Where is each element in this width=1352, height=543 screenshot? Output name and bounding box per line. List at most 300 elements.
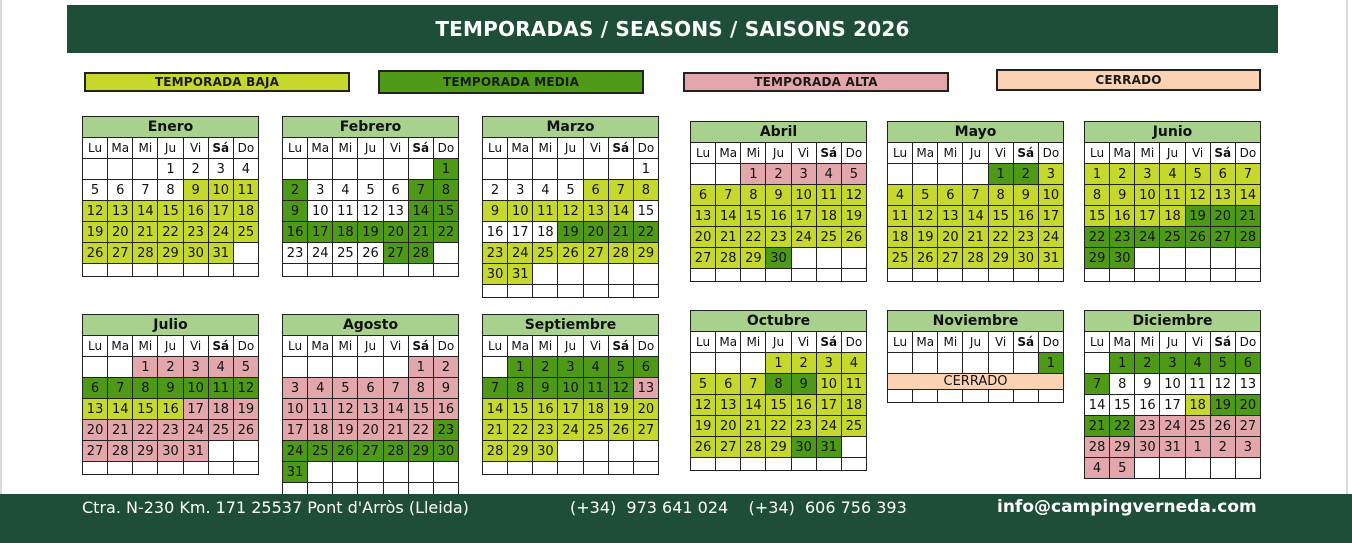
weekday-label: Lu xyxy=(888,332,913,353)
day-cell xyxy=(558,159,583,180)
day-cell: 17 xyxy=(283,420,308,441)
day-cell: 18 xyxy=(583,399,608,420)
weekday-label: Vi xyxy=(183,138,208,159)
weekday-label: Sá xyxy=(408,138,433,159)
day-cell xyxy=(383,357,408,378)
day-cell: 17 xyxy=(1160,395,1185,416)
day-cell: 30 xyxy=(183,243,208,264)
month-title: Diciembre xyxy=(1085,311,1261,332)
day-cell: 13 xyxy=(1210,185,1235,206)
weekday-label: Ju xyxy=(766,332,791,353)
weekday-label: Ma xyxy=(913,143,938,164)
day-cell xyxy=(841,248,866,269)
weekday-label: Do xyxy=(1235,143,1260,164)
day-cell: 20 xyxy=(716,416,741,437)
day-cell: 30 xyxy=(483,264,508,285)
legend-mid-season: TEMPORADA MEDIA xyxy=(378,70,644,94)
day-cell: 13 xyxy=(938,206,963,227)
day-cell: 12 xyxy=(1210,374,1235,395)
day-cell: 15 xyxy=(1085,206,1110,227)
day-cell xyxy=(108,159,133,180)
day-cell: 20 xyxy=(83,420,108,441)
day-cell xyxy=(483,357,508,378)
day-cell: 12 xyxy=(233,378,258,399)
day-cell: 12 xyxy=(1185,185,1210,206)
day-cell xyxy=(158,264,183,277)
weekday-label: Lu xyxy=(483,138,508,159)
day-cell: 9 xyxy=(766,185,791,206)
day-cell: 11 xyxy=(208,378,233,399)
day-cell: 28 xyxy=(1085,437,1110,458)
day-cell xyxy=(1235,248,1260,269)
day-cell: 1 xyxy=(508,357,533,378)
day-cell: 1 xyxy=(433,159,458,180)
day-cell: 9 xyxy=(791,374,816,395)
day-cell: 29 xyxy=(158,243,183,264)
day-cell: 1 xyxy=(1085,164,1110,185)
weekday-label: Mi xyxy=(938,143,963,164)
footer-email[interactable]: info@campingverneda.com xyxy=(997,497,1257,517)
day-cell: 22 xyxy=(508,420,533,441)
day-cell xyxy=(108,264,133,277)
day-cell xyxy=(483,285,508,298)
day-cell xyxy=(233,462,258,475)
day-cell: 19 xyxy=(691,416,716,437)
day-cell: 14 xyxy=(483,399,508,420)
day-cell: 28 xyxy=(408,243,433,264)
day-cell: 29 xyxy=(133,441,158,462)
day-cell: 20 xyxy=(358,420,383,441)
page-left-border xyxy=(0,0,2,543)
day-cell: 6 xyxy=(583,180,608,201)
day-cell: 14 xyxy=(1085,395,1110,416)
day-cell: 16 xyxy=(483,222,508,243)
month-title: Enero xyxy=(83,117,259,138)
day-cell: 12 xyxy=(558,201,583,222)
day-cell: 16 xyxy=(1013,206,1038,227)
day-cell: 27 xyxy=(1235,416,1260,437)
day-cell xyxy=(741,353,766,374)
day-cell: 3 xyxy=(1135,164,1160,185)
day-cell xyxy=(208,264,233,277)
day-cell: 18 xyxy=(1185,395,1210,416)
day-cell: 8 xyxy=(133,378,158,399)
day-cell: 11 xyxy=(1185,374,1210,395)
day-cell xyxy=(233,243,258,264)
day-cell: 9 xyxy=(483,201,508,222)
day-cell xyxy=(308,159,333,180)
day-cell: 23 xyxy=(1110,227,1135,248)
day-cell: 4 xyxy=(888,185,913,206)
weekday-label: Ju xyxy=(1160,143,1185,164)
day-cell xyxy=(1185,248,1210,269)
day-cell: 28 xyxy=(483,441,508,462)
day-cell: 18 xyxy=(816,206,841,227)
weekday-label: Ju xyxy=(1160,332,1185,353)
day-cell: 24 xyxy=(791,227,816,248)
day-cell: 29 xyxy=(508,441,533,462)
day-cell: 1 xyxy=(1110,353,1135,374)
day-cell: 26 xyxy=(1185,227,1210,248)
month-title: Septiembre xyxy=(483,315,659,336)
day-cell xyxy=(988,269,1013,282)
day-cell xyxy=(1085,269,1110,282)
day-cell: 3 xyxy=(816,353,841,374)
day-cell: 7 xyxy=(741,374,766,395)
weekday-label: Sá xyxy=(816,143,841,164)
day-cell xyxy=(1185,269,1210,282)
day-cell: 9 xyxy=(1135,374,1160,395)
day-cell: 10 xyxy=(208,180,233,201)
day-cell: 30 xyxy=(1110,248,1135,269)
day-cell: 26 xyxy=(691,437,716,458)
day-cell xyxy=(913,353,938,374)
day-cell: 3 xyxy=(791,164,816,185)
day-cell: 15 xyxy=(158,201,183,222)
weekday-label: Ma xyxy=(716,143,741,164)
day-cell xyxy=(1210,458,1235,479)
day-cell: 15 xyxy=(988,206,1013,227)
day-cell: 19 xyxy=(358,222,383,243)
day-cell: 3 xyxy=(558,357,583,378)
weekday-label: Mi xyxy=(533,336,558,357)
day-cell xyxy=(508,462,533,475)
day-cell: 10 xyxy=(1135,185,1160,206)
day-cell: 20 xyxy=(1210,206,1235,227)
day-cell: 10 xyxy=(183,378,208,399)
day-cell: 14 xyxy=(963,206,988,227)
weekday-label: Lu xyxy=(691,143,716,164)
day-cell: 31 xyxy=(183,441,208,462)
day-cell xyxy=(988,353,1013,374)
day-cell xyxy=(133,264,158,277)
day-cell: 26 xyxy=(608,420,633,441)
month-calendar-julio xyxy=(82,314,259,475)
footer-phones: (+34) 973 641 024 (+34) 606 756 393 xyxy=(570,498,907,517)
day-cell xyxy=(333,264,358,277)
day-cell xyxy=(841,269,866,282)
day-cell: 9 xyxy=(183,180,208,201)
day-cell xyxy=(83,159,108,180)
day-cell: 17 xyxy=(1135,206,1160,227)
day-cell: 23 xyxy=(791,416,816,437)
day-cell: 15 xyxy=(133,399,158,420)
day-cell: 17 xyxy=(791,206,816,227)
day-cell: 20 xyxy=(108,222,133,243)
day-cell xyxy=(766,269,791,282)
weekday-label: Mi xyxy=(1135,143,1160,164)
day-cell: 24 xyxy=(1135,227,1160,248)
day-cell xyxy=(1160,248,1185,269)
day-cell: 28 xyxy=(608,243,633,264)
day-cell xyxy=(1110,269,1135,282)
day-cell: 28 xyxy=(1235,227,1260,248)
day-cell: 5 xyxy=(608,357,633,378)
day-cell xyxy=(1135,248,1160,269)
day-cell: 2 xyxy=(533,357,558,378)
day-cell xyxy=(816,269,841,282)
day-cell: 15 xyxy=(766,395,791,416)
day-cell: 22 xyxy=(1110,416,1135,437)
day-cell xyxy=(483,159,508,180)
day-cell: 5 xyxy=(1110,458,1135,479)
weekday-label: Do xyxy=(633,138,658,159)
day-cell: 26 xyxy=(841,227,866,248)
day-cell: 16 xyxy=(1110,206,1135,227)
day-cell xyxy=(1235,458,1260,479)
day-cell: 26 xyxy=(233,420,258,441)
weekday-label: Do xyxy=(1235,332,1260,353)
day-cell xyxy=(433,243,458,264)
weekday-label: Ma xyxy=(508,336,533,357)
day-cell: 30 xyxy=(158,441,183,462)
day-cell: 7 xyxy=(608,180,633,201)
day-cell: 22 xyxy=(766,416,791,437)
day-cell: 2 xyxy=(183,159,208,180)
day-cell: 3 xyxy=(508,180,533,201)
day-cell xyxy=(383,264,408,277)
day-cell: 12 xyxy=(913,206,938,227)
weekday-label: Vi xyxy=(583,138,608,159)
day-cell: 14 xyxy=(408,201,433,222)
day-cell: 31 xyxy=(816,437,841,458)
day-cell: 2 xyxy=(1135,353,1160,374)
month-calendar-abril xyxy=(690,121,867,282)
day-cell: 23 xyxy=(1013,227,1038,248)
day-cell xyxy=(888,164,913,185)
day-cell: 17 xyxy=(816,395,841,416)
footer-address: Ctra. N-230 Km. 171 25537 Pont d'Arròs (Lleida) xyxy=(82,498,469,517)
day-cell: 26 xyxy=(83,243,108,264)
day-cell: 26 xyxy=(333,441,358,462)
month-calendar-noviembre xyxy=(887,310,1064,403)
day-cell: 19 xyxy=(558,222,583,243)
weekday-label: Sá xyxy=(1013,143,1038,164)
day-cell: 18 xyxy=(233,201,258,222)
day-cell: 15 xyxy=(741,206,766,227)
day-cell: 28 xyxy=(108,441,133,462)
day-cell xyxy=(716,353,741,374)
day-cell xyxy=(433,264,458,277)
weekday-label: Ju xyxy=(358,138,383,159)
day-cell: 28 xyxy=(963,248,988,269)
weekday-label: Lu xyxy=(483,336,508,357)
weekday-label: Sá xyxy=(1013,332,1038,353)
day-cell: 23 xyxy=(283,243,308,264)
day-cell xyxy=(633,264,658,285)
day-cell: 5 xyxy=(558,180,583,201)
day-cell: 22 xyxy=(741,227,766,248)
month-calendar-mayo xyxy=(887,121,1064,282)
day-cell: 4 xyxy=(1185,353,1210,374)
page-title: TEMPORADAS / SEASONS / SAISONS 2026 xyxy=(67,5,1278,53)
day-cell: 12 xyxy=(333,399,358,420)
day-cell: 14 xyxy=(133,201,158,222)
day-cell xyxy=(1210,248,1235,269)
weekday-label: Sá xyxy=(816,332,841,353)
weekday-label: Do xyxy=(433,336,458,357)
weekday-label: Sá xyxy=(1210,143,1235,164)
day-cell xyxy=(938,353,963,374)
day-cell xyxy=(533,462,558,475)
day-cell: 25 xyxy=(333,243,358,264)
day-cell: 2 xyxy=(158,357,183,378)
day-cell: 24 xyxy=(558,420,583,441)
day-cell: 1 xyxy=(158,159,183,180)
day-cell xyxy=(333,159,358,180)
weekday-label: Lu xyxy=(83,138,108,159)
day-cell xyxy=(791,458,816,471)
day-cell: 10 xyxy=(1160,374,1185,395)
day-cell xyxy=(691,269,716,282)
day-cell: 24 xyxy=(183,420,208,441)
day-cell: 23 xyxy=(1135,416,1160,437)
day-cell: 7 xyxy=(1085,374,1110,395)
day-cell: 22 xyxy=(158,222,183,243)
month-title: Octubre xyxy=(691,311,867,332)
day-cell xyxy=(633,441,658,462)
day-cell: 7 xyxy=(133,180,158,201)
day-cell: 13 xyxy=(358,399,383,420)
day-cell: 23 xyxy=(533,420,558,441)
day-cell: 27 xyxy=(583,243,608,264)
day-cell: 24 xyxy=(816,416,841,437)
day-cell: 6 xyxy=(358,378,383,399)
day-cell: 29 xyxy=(766,437,791,458)
day-cell: 5 xyxy=(233,357,258,378)
day-cell: 21 xyxy=(483,420,508,441)
day-cell xyxy=(938,164,963,185)
day-cell: 24 xyxy=(1038,227,1063,248)
day-cell xyxy=(133,159,158,180)
day-cell: 16 xyxy=(158,399,183,420)
day-cell: 12 xyxy=(83,201,108,222)
day-cell: 2 xyxy=(1013,164,1038,185)
day-cell: 6 xyxy=(633,357,658,378)
day-cell xyxy=(308,357,333,378)
day-cell: 22 xyxy=(433,222,458,243)
day-cell: 14 xyxy=(716,206,741,227)
day-cell: 7 xyxy=(408,180,433,201)
day-cell: 2 xyxy=(283,180,308,201)
day-cell: 23 xyxy=(158,420,183,441)
day-cell xyxy=(963,390,988,403)
day-cell: 30 xyxy=(791,437,816,458)
day-cell: 18 xyxy=(888,227,913,248)
day-cell: 17 xyxy=(208,201,233,222)
month-calendar-enero xyxy=(82,116,259,277)
day-cell: 30 xyxy=(533,441,558,462)
day-cell: 26 xyxy=(358,243,383,264)
weekday-label: Vi xyxy=(1185,143,1210,164)
day-cell: 9 xyxy=(1013,185,1038,206)
day-cell: 10 xyxy=(816,374,841,395)
day-cell: 8 xyxy=(988,185,1013,206)
day-cell: 13 xyxy=(583,201,608,222)
month-title: Febrero xyxy=(283,117,459,138)
day-cell: 11 xyxy=(308,399,333,420)
day-cell: 18 xyxy=(533,222,558,243)
day-cell: 30 xyxy=(1135,437,1160,458)
day-cell: 19 xyxy=(913,227,938,248)
weekday-label: Ju xyxy=(158,138,183,159)
weekday-label: Ma xyxy=(108,138,133,159)
day-cell xyxy=(816,458,841,471)
day-cell: 13 xyxy=(108,201,133,222)
day-cell: 15 xyxy=(508,399,533,420)
weekday-label: Ma xyxy=(308,138,333,159)
day-cell xyxy=(816,248,841,269)
day-cell: 27 xyxy=(358,441,383,462)
day-cell: 13 xyxy=(83,399,108,420)
day-cell: 3 xyxy=(1038,164,1063,185)
weekday-label: Vi xyxy=(988,332,1013,353)
day-cell: 27 xyxy=(383,243,408,264)
day-cell: 4 xyxy=(333,180,358,201)
day-cell xyxy=(483,462,508,475)
day-cell: 14 xyxy=(1235,185,1260,206)
day-cell: 10 xyxy=(308,201,333,222)
day-cell xyxy=(208,462,233,475)
day-cell: 27 xyxy=(691,248,716,269)
day-cell: 7 xyxy=(483,378,508,399)
day-cell: 13 xyxy=(1235,374,1260,395)
day-cell: 2 xyxy=(433,357,458,378)
day-cell: 4 xyxy=(1085,458,1110,479)
day-cell xyxy=(633,462,658,475)
legend-closed: CERRADO xyxy=(996,69,1261,91)
day-cell: 12 xyxy=(608,378,633,399)
day-cell: 10 xyxy=(508,201,533,222)
day-cell: 9 xyxy=(283,201,308,222)
weekday-label: Lu xyxy=(283,138,308,159)
day-cell xyxy=(583,462,608,475)
day-cell xyxy=(408,462,433,483)
day-cell: 25 xyxy=(1160,227,1185,248)
footer xyxy=(0,494,1352,543)
weekday-label: Ju xyxy=(963,143,988,164)
day-cell: 1 xyxy=(988,164,1013,185)
day-cell: 4 xyxy=(533,180,558,201)
day-cell: 22 xyxy=(133,420,158,441)
weekday-label: Vi xyxy=(791,143,816,164)
day-cell: 10 xyxy=(558,378,583,399)
day-cell: 27 xyxy=(938,248,963,269)
weekday-label: Lu xyxy=(691,332,716,353)
day-cell: 14 xyxy=(741,395,766,416)
day-cell xyxy=(691,458,716,471)
weekday-label: Lu xyxy=(888,143,913,164)
day-cell: 11 xyxy=(841,374,866,395)
weekday-label: Vi xyxy=(383,138,408,159)
day-cell xyxy=(1085,353,1110,374)
day-cell xyxy=(913,164,938,185)
day-cell: 27 xyxy=(83,441,108,462)
day-cell: 11 xyxy=(1160,185,1185,206)
day-cell: 4 xyxy=(208,357,233,378)
day-cell: 24 xyxy=(508,243,533,264)
weekday-label: Mi xyxy=(741,332,766,353)
day-cell xyxy=(508,285,533,298)
day-cell: 25 xyxy=(533,243,558,264)
day-cell xyxy=(1235,269,1260,282)
day-cell: 8 xyxy=(1085,185,1110,206)
weekday-label: Do xyxy=(841,143,866,164)
weekday-label: Ma xyxy=(1110,143,1135,164)
day-cell: 17 xyxy=(508,222,533,243)
day-cell: 6 xyxy=(1235,353,1260,374)
day-cell xyxy=(508,159,533,180)
